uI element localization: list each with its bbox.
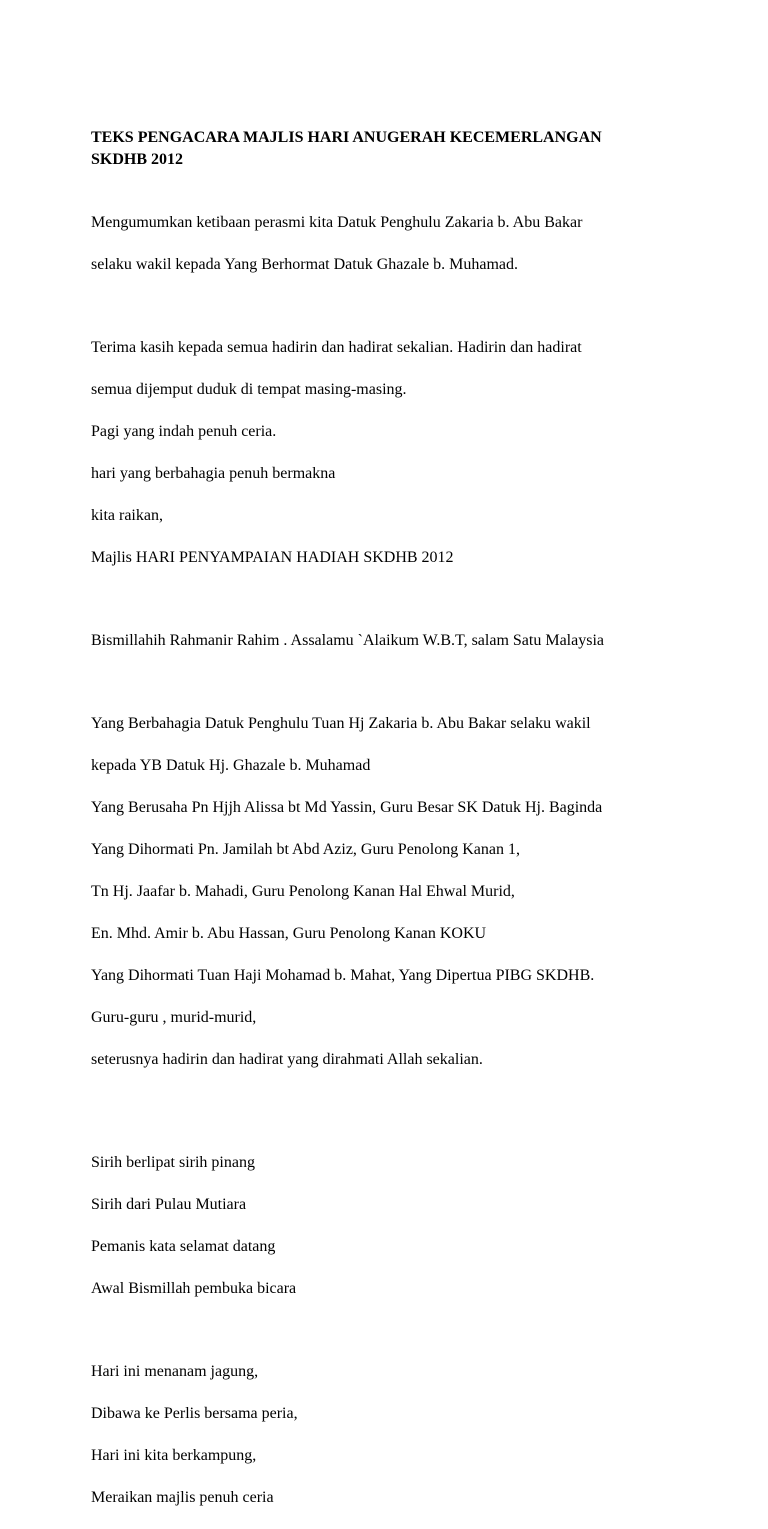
document-title	[91, 127, 711, 171]
text-line: semua dijemput duduk di tempat masing-masing.	[91, 381, 407, 398]
text-line: kita raikan,	[91, 507, 163, 524]
text-line: seterusnya hadirin dan hadirat yang dirahmati Allah sekalian.	[91, 1051, 483, 1068]
text-line: En. Mhd. Amir b. Abu Hassan, Guru Penolong Kanan KOKU	[91, 925, 487, 942]
pantun-stanza-2	[91, 1340, 711, 1529]
text-line: selaku wakil kepada Yang Berhormat Datuk Ghazale b. Muhamad.	[91, 256, 518, 273]
text-line: Yang Dihormati Tuan Haji Mohamad b. Mahat, Yang Dipertua PIBG SKDHB.	[91, 967, 595, 984]
paragraph-announcement	[91, 191, 711, 296]
text-line: Pagi yang indah penuh ceria.	[91, 423, 277, 440]
text-line: Hari ini menanam jagung,	[91, 1363, 259, 1380]
paragraph-dignitaries	[91, 692, 711, 1091]
text-line: Hari ini kita berkampung,	[91, 1447, 257, 1464]
text-line: Sirih berlipat sirih pinang	[91, 1154, 255, 1171]
paragraph-greeting	[91, 609, 711, 672]
title-line: SKDHB 2012	[91, 151, 184, 168]
document-body	[91, 127, 711, 1529]
text-line: Yang Berbahagia Datuk Penghulu Tuan Hj Zakaria b. Abu Bakar selaku wakil	[91, 715, 591, 732]
text-line: Sirih dari Pulau Mutiara	[91, 1196, 247, 1213]
text-line: Yang Dihormati Pn. Jamilah bt Abd Aziz, Guru Penolong Kanan 1,	[91, 841, 521, 858]
text-line: Guru-guru , murid-murid,	[91, 1009, 257, 1026]
text-line: Awal Bismillah pembuka bicara	[91, 1280, 297, 1297]
text-line: Bismillahih Rahmanir Rahim . Assalamu `Alaikum W.B.T, salam Satu Malaysia	[91, 632, 604, 649]
text-line: Meraikan majlis penuh ceria	[91, 1489, 274, 1506]
text-line: Pemanis kata selamat datang	[91, 1238, 276, 1255]
text-line: Mengumumkan ketibaan perasmi kita Datuk Penghulu Zakaria b. Abu Bakar	[91, 214, 583, 231]
text-line: hari yang berbahagia penuh bermakna	[91, 465, 336, 482]
text-line: kepada YB Datuk Hj. Ghazale b. Muhamad	[91, 757, 371, 774]
text-line: Majlis HARI PENYAMPAIAN HADIAH SKDHB 2012	[91, 549, 454, 566]
text-line: Tn Hj. Jaafar b. Mahadi, Guru Penolong Kanan Hal Ehwal Murid,	[91, 883, 515, 900]
text-line: Terima kasih kepada semua hadirin dan hadirat sekalian. Hadirin dan hadirat	[91, 339, 582, 356]
text-line: Yang Berusaha Pn Hjjh Alissa bt Md Yassin, Guru Besar SK Datuk Hj. Baginda	[91, 799, 603, 816]
text-line: Dibawa ke Perlis bersama peria,	[91, 1405, 298, 1422]
title-line: TEKS PENGACARA MAJLIS HARI ANUGERAH KECEMERLANGAN	[91, 129, 602, 146]
paragraph-welcome	[91, 316, 711, 589]
pantun-stanza-1	[91, 1131, 711, 1320]
